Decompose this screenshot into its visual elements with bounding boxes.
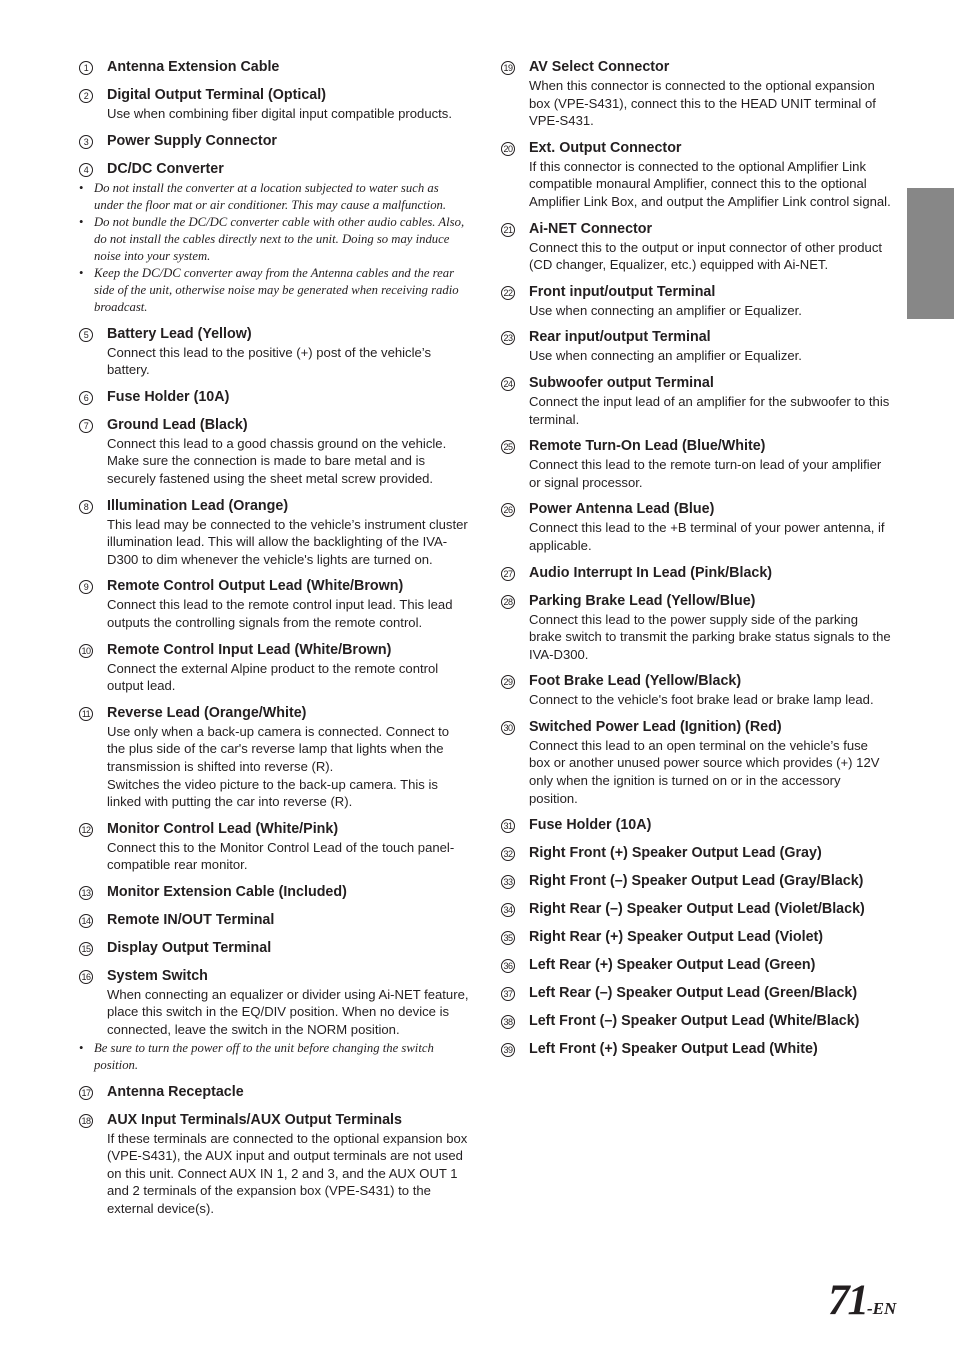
item-description xyxy=(529,347,892,365)
item-title: Antenna Extension Cable xyxy=(107,59,280,75)
page-number xyxy=(828,1276,896,1325)
item-description xyxy=(107,1130,470,1218)
page-number-value: 71 xyxy=(828,1277,867,1324)
item-description xyxy=(529,302,892,320)
item-title: Rear input/output Terminal xyxy=(529,329,711,346)
item-description-line: If these terminals are connected to the optional expansion box (VPE-S431), the AUX input and output terminals are not used on this unit. Connect AUX IN 1, 2 and 3, and the AUX OUT 1 and 2 terminals of the expansion box (VPE-S431) to the external device(s). xyxy=(107,1130,468,1217)
item-title: Front input/output Terminal xyxy=(529,283,716,300)
item-39 xyxy=(500,1040,892,1059)
item-description-line: Connect this lead to the remote turn-on lead of your amplifier or signal processor. xyxy=(529,457,882,490)
item-number-badge: 16 xyxy=(79,970,93,984)
item-title: Ai-NET Connector xyxy=(529,220,653,237)
caution-note: • Do not bundle the DC/DC converter cable with other audio cables. Also, do not install the cables directly next to the unit. Doing so may induce noise into your system. xyxy=(78,214,470,265)
item-description-line: Connect the input lead of an amplifier for the subwoofer to this terminal. xyxy=(529,393,890,427)
item-title: Monitor Control Lead (White/Pink) xyxy=(107,820,339,837)
item-31 xyxy=(500,816,892,835)
item-number-badge: 27 xyxy=(501,567,515,581)
item-number-badge: 11 xyxy=(79,707,93,721)
item-title: Ground Lead (Black) xyxy=(107,416,248,433)
item-title: Remote Control Output Lead (White/Brown) xyxy=(107,578,404,595)
item-description xyxy=(529,456,892,491)
item-21 xyxy=(500,220,892,274)
item-description-line: Connect this lead to the positive (+) post of the vehicle’s battery. xyxy=(107,344,432,378)
item-description-line: If this connector is connected to the optional Amplifier Link compatible monaural Amplifier, connect this to the optional Amplifier Link Box, and output the Amplifier Link control signal. xyxy=(529,158,891,209)
item-number-badge: 7 xyxy=(79,419,93,433)
item-description xyxy=(107,105,470,123)
item-title: Antenna Receptacle xyxy=(107,1083,244,1100)
item-description-line: Connect this lead to the +B terminal of your power antenna, if applicable. xyxy=(529,520,885,553)
item-13 xyxy=(78,883,470,902)
item-title: Switched Power Lead (Ignition) (Red) xyxy=(529,718,782,735)
item-number-badge: 9 xyxy=(79,580,93,594)
item-34 xyxy=(500,900,892,919)
item-title: Remote Control Input Lead (White/Brown) xyxy=(107,641,392,658)
item-description-line: Connect this lead to the power supply side of the parking brake switch to transmit the parking brake status signals to the IVA-D300. xyxy=(529,611,891,662)
item-24 xyxy=(500,374,892,428)
item-description-line: Connect this to the Monitor Control Lead of the touch panel-compatible rear monitor. xyxy=(107,839,455,873)
item-title: Right Rear (–) Speaker Output Lead (Violet/Black) xyxy=(529,901,865,918)
item-11 xyxy=(78,704,470,811)
item-15 xyxy=(78,939,470,958)
item-29 xyxy=(500,672,892,709)
item-title: Right Front (+) Speaker Output Lead (Gray) xyxy=(529,845,822,862)
item-description xyxy=(107,839,470,874)
item-33 xyxy=(500,872,892,891)
item-25 xyxy=(500,437,892,491)
item-3 xyxy=(78,132,470,151)
item-title: Illumination Lead (Orange) xyxy=(107,497,289,514)
item-title: Left Front (–) Speaker Output Lead (White/Black) xyxy=(529,1013,860,1030)
item-description xyxy=(529,519,892,554)
item-6 xyxy=(78,388,470,407)
item-number-badge: 30 xyxy=(501,721,515,735)
item-number-badge: 36 xyxy=(501,959,515,973)
item-number-badge: 12 xyxy=(79,823,93,837)
item-title: Subwoofer output Terminal xyxy=(529,374,714,391)
item-title: Digital Output Terminal (Optical) xyxy=(107,87,326,103)
item-20 xyxy=(500,139,892,211)
item-22 xyxy=(500,283,892,320)
item-description-line: Connect this lead to the remote control input lead. This lead outputs the controlling signals from the remote control. xyxy=(107,597,453,630)
item-title: AUX Input Terminals/AUX Output Terminals xyxy=(107,1111,402,1128)
item-32 xyxy=(500,844,892,863)
item-title: Monitor Extension Cable (Included) xyxy=(107,883,347,900)
item-description-line: Use only when a back-up camera is connected. Connect to the plus side of the car's reverse lamp that lights when the transmission is shifted into reverse (R). xyxy=(107,723,450,774)
item-description xyxy=(529,691,892,709)
item-30 xyxy=(500,718,892,807)
item-35 xyxy=(500,928,892,947)
item-title: Reverse Lead (Orange/White) xyxy=(107,704,307,721)
item-number-badge: 14 xyxy=(79,914,93,928)
item-description-line: Switches the video picture to the back-up camera. This is linked with putting the car into reverse (R). xyxy=(107,776,438,810)
item-number-badge: 5 xyxy=(79,328,93,342)
item-description-line: Use when combining fiber digital input compatible products. xyxy=(107,106,452,121)
item-2 xyxy=(78,86,470,123)
item-description-line: Use when connecting an amplifier or Equalizer. xyxy=(529,348,802,364)
item-description xyxy=(529,611,892,664)
item-description xyxy=(529,737,892,807)
item-title: Left Rear (–) Speaker Output Lead (Green/Black) xyxy=(529,985,858,1002)
item-number-badge: 8 xyxy=(79,500,93,514)
item-number-badge: 10 xyxy=(79,644,93,658)
right-column xyxy=(500,58,892,1068)
item-title: Display Output Terminal xyxy=(107,939,272,956)
item-title: Left Front (+) Speaker Output Lead (White) xyxy=(529,1041,818,1058)
item-7 xyxy=(78,416,470,488)
item-19 xyxy=(500,58,892,130)
item-description xyxy=(107,344,470,379)
item-number-badge: 24 xyxy=(501,377,515,391)
item-description xyxy=(529,239,892,274)
item-17 xyxy=(78,1083,470,1102)
item-number-badge: 38 xyxy=(501,1015,515,1029)
item-36 xyxy=(500,956,892,975)
item-37 xyxy=(500,984,892,1003)
item-description-line: Connect this to the output or input connector of other product (CD changer, Equalizer, etc.) equipped with Ai-NET. xyxy=(529,239,883,273)
item-number-badge: 4 xyxy=(79,163,93,177)
item-number-badge: 20 xyxy=(501,142,515,156)
caution-note: • Do not install the converter at a location subjected to water such as under the floor mat or air conditioner. This may cause a malfunction. xyxy=(78,180,470,214)
item-12 xyxy=(78,820,470,874)
item-number-badge: 31 xyxy=(501,819,515,833)
item-number-badge: 21 xyxy=(501,223,515,237)
item-description xyxy=(107,435,470,488)
item-title: Fuse Holder (10A) xyxy=(529,817,652,834)
item-description-line: This lead may be connected to the vehicle’s instrument cluster illumination lead. This will allow the backlighting of the IVA-D300 to dim whenever the vehicle's lights are turned on. xyxy=(107,516,468,567)
item-title: DC/DC Converter xyxy=(107,160,224,177)
item-description-line: When this connector is connected to the optional expansion box (VPE-S431), connect this to the HEAD UNIT terminal of VPE-S431. xyxy=(529,78,876,129)
item-title: Battery Lead (Yellow) xyxy=(107,325,252,342)
item-23 xyxy=(500,328,892,365)
item-notes xyxy=(78,1040,470,1074)
item-notes xyxy=(78,180,470,316)
item-9 xyxy=(78,577,470,631)
item-description xyxy=(107,986,470,1039)
item-description-line: Connect this lead to a good chassis ground on the vehicle. Make sure the connection is made to bare metal and is securely fastened using the sheet metal screw provided. xyxy=(107,435,447,486)
item-description-line: Use when connecting an amplifier or Equalizer. xyxy=(529,302,802,318)
item-description-line: Connect to the vehicle's foot brake lead or brake lamp lead. xyxy=(529,692,874,708)
item-number-badge: 39 xyxy=(501,1043,515,1057)
item-number-badge: 34 xyxy=(501,903,515,917)
item-number-badge: 33 xyxy=(501,875,515,889)
item-8 xyxy=(78,497,470,569)
item-title: Parking Brake Lead (Yellow/Blue) xyxy=(529,592,756,609)
item-18 xyxy=(78,1111,470,1218)
item-title: Audio Interrupt In Lead (Pink/Black) xyxy=(529,564,773,581)
item-number-badge: 32 xyxy=(501,847,515,861)
item-description-line: When connecting an equalizer or divider using Ai-NET feature, place this switch in the EQ/DIV position. When no device is connected, leave the switch in the NORM position. xyxy=(107,986,469,1038)
item-number-badge: 15 xyxy=(79,942,93,956)
item-5 xyxy=(78,325,470,379)
item-number-badge: 3 xyxy=(79,135,93,149)
item-number-badge: 29 xyxy=(501,675,515,689)
item-description xyxy=(107,723,470,811)
item-number-badge: 25 xyxy=(501,440,515,454)
item-number-badge: 28 xyxy=(501,595,515,609)
item-number-badge: 35 xyxy=(501,931,515,945)
item-description xyxy=(107,516,470,569)
item-description-line: Connect the external Alpine product to the remote control output lead. xyxy=(107,660,439,694)
item-number-badge: 13 xyxy=(79,886,93,900)
item-14 xyxy=(78,911,470,930)
item-description xyxy=(529,393,892,428)
item-number-badge: 18 xyxy=(79,1114,93,1128)
item-number-badge: 6 xyxy=(79,391,93,405)
item-26 xyxy=(500,500,892,554)
item-10 xyxy=(78,641,470,695)
item-title: System Switch xyxy=(107,967,208,984)
item-title: Fuse Holder (10A) xyxy=(107,388,230,405)
page-language-suffix: -EN xyxy=(867,1299,897,1318)
section-side-tab xyxy=(907,188,954,319)
item-number-badge: 1 xyxy=(79,61,93,75)
caution-note: • Be sure to turn the power off to the unit before changing the switch position. xyxy=(78,1040,470,1074)
item-title: Remote Turn-On Lead (Blue/White) xyxy=(529,438,766,455)
item-description xyxy=(529,77,892,130)
item-number-badge: 2 xyxy=(79,89,93,103)
caution-note: • Keep the DC/DC converter away from the Antenna cables and the rear side of the unit, otherwise noise may be generated when receiving radio broadcast. xyxy=(78,265,470,316)
item-number-badge: 19 xyxy=(501,61,515,75)
left-column xyxy=(78,58,470,1227)
item-description xyxy=(107,596,470,631)
item-title: Power Antenna Lead (Blue) xyxy=(529,501,715,518)
item-title: AV Select Connector xyxy=(529,59,670,75)
item-description xyxy=(107,660,470,695)
item-description-line: Connect this lead to an open terminal on the vehicle’s fuse box or another unused power source which provides (+) 12V only when the ignition is turned on or in the accessory position. xyxy=(529,737,880,806)
item-16 xyxy=(78,967,470,1074)
item-title: Power Supply Connector xyxy=(107,132,277,149)
item-title: Ext. Output Connector xyxy=(529,139,682,156)
item-title: Remote IN/OUT Terminal xyxy=(107,911,275,928)
item-title: Left Rear (+) Speaker Output Lead (Green) xyxy=(529,957,816,974)
item-title: Right Rear (+) Speaker Output Lead (Violet) xyxy=(529,929,824,946)
item-28 xyxy=(500,592,892,664)
item-title: Right Front (–) Speaker Output Lead (Gray/Black) xyxy=(529,873,864,890)
item-number-badge: 37 xyxy=(501,987,515,1001)
item-description xyxy=(529,158,892,211)
item-1 xyxy=(78,58,470,77)
item-number-badge: 26 xyxy=(501,503,515,517)
item-4 xyxy=(78,160,470,316)
item-38 xyxy=(500,1012,892,1031)
item-number-badge: 17 xyxy=(79,1086,93,1100)
item-title: Foot Brake Lead (Yellow/Black) xyxy=(529,673,742,690)
item-number-badge: 22 xyxy=(501,286,515,300)
item-27 xyxy=(500,564,892,583)
item-number-badge: 23 xyxy=(501,331,515,345)
